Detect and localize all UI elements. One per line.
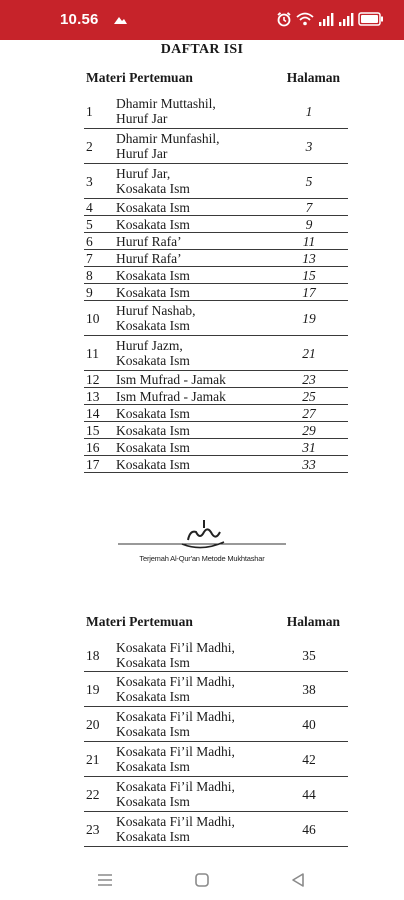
row-page[interactable]: 33 — [270, 456, 348, 473]
row-page[interactable]: 17 — [270, 284, 348, 301]
row-material — [116, 388, 270, 405]
row-number: 4 — [84, 199, 116, 216]
material-line: Huruf Nashab, — [116, 303, 196, 318]
material-line: Kosakata Fi’il Madhi, — [116, 674, 235, 689]
row-material — [116, 233, 270, 250]
table-row — [84, 707, 348, 742]
row-page[interactable]: 35 — [270, 639, 348, 672]
row-number: 17 — [84, 456, 116, 473]
row-page[interactable]: 46 — [270, 812, 348, 847]
material-line: Kosakata Ism — [116, 724, 190, 739]
row-page[interactable]: 21 — [270, 336, 348, 371]
row-page[interactable]: 25 — [270, 388, 348, 405]
row-material — [116, 267, 270, 284]
battery-icon — [358, 12, 384, 26]
material-line: Huruf Jar — [116, 146, 168, 161]
table-row — [84, 267, 348, 284]
row-page[interactable]: 29 — [270, 422, 348, 439]
material-line: Kosakata Ism — [116, 267, 190, 283]
material-line: Kosakata Ism — [116, 353, 190, 368]
material-line: Kosakata Fi’il Madhi, — [116, 744, 235, 759]
row-number: 6 — [84, 233, 116, 250]
row-page[interactable]: 44 — [270, 777, 348, 812]
signal-icon — [338, 12, 354, 26]
material-line: Huruf Rafa’ — [116, 233, 182, 249]
table-row — [84, 812, 348, 847]
row-page[interactable]: 1 — [270, 94, 348, 129]
table-row — [84, 439, 348, 456]
row-number: 22 — [84, 777, 116, 812]
row-material — [116, 199, 270, 216]
table-row — [84, 456, 348, 473]
table-row — [84, 336, 348, 371]
table-row — [84, 250, 348, 267]
table-row — [84, 777, 348, 812]
row-material — [116, 94, 270, 129]
table-row — [84, 164, 348, 199]
publisher-logo — [112, 518, 292, 568]
row-page[interactable]: 15 — [270, 267, 348, 284]
row-number: 21 — [84, 742, 116, 777]
wifi-icon — [296, 12, 314, 26]
row-page[interactable]: 5 — [270, 164, 348, 199]
material-line: Kosakata Ism — [116, 284, 190, 300]
header-page: Halaman — [286, 614, 340, 629]
row-number: 18 — [84, 639, 116, 672]
row-material — [116, 129, 270, 164]
menu-button[interactable] — [93, 868, 117, 892]
material-line: Kosakata Ism — [116, 405, 190, 421]
material-line: Huruf Jar — [116, 111, 168, 126]
row-page[interactable]: 38 — [270, 672, 348, 707]
row-page[interactable]: 31 — [270, 439, 348, 456]
row-number: 11 — [84, 336, 116, 371]
material-line: Kosakata Ism — [116, 456, 190, 472]
row-material — [116, 707, 270, 742]
alarm-icon — [276, 11, 292, 27]
notification-icon — [112, 13, 128, 31]
signal-icon — [318, 12, 334, 26]
material-line: Kosakata Fi’il Madhi, — [116, 779, 235, 794]
logo-mark-icon — [112, 518, 292, 552]
status-icons — [276, 11, 384, 27]
row-page[interactable]: 3 — [270, 129, 348, 164]
header-material: Materi Pertemuan — [86, 70, 193, 85]
row-page[interactable]: 40 — [270, 707, 348, 742]
row-material — [116, 456, 270, 473]
material-line: Kosakata Ism — [116, 181, 190, 196]
row-number: 5 — [84, 216, 116, 233]
row-page[interactable]: 42 — [270, 742, 348, 777]
row-number: 7 — [84, 250, 116, 267]
row-material — [116, 164, 270, 199]
row-page[interactable]: 19 — [270, 301, 348, 336]
status-bar — [0, 0, 404, 40]
material-line: Kosakata Ism — [116, 199, 190, 215]
row-material — [116, 250, 270, 267]
row-page[interactable]: 7 — [270, 199, 348, 216]
table-row — [84, 284, 348, 301]
row-material — [116, 371, 270, 388]
table-row — [84, 216, 348, 233]
page-title: DAFTAR ISI — [160, 42, 244, 57]
row-number: 14 — [84, 405, 116, 422]
row-number: 8 — [84, 267, 116, 284]
table-row — [84, 742, 348, 777]
table-row — [84, 639, 348, 672]
row-material — [116, 812, 270, 847]
table-row — [84, 371, 348, 388]
menu-icon — [97, 873, 113, 887]
material-line: Kosakata Ism — [116, 829, 190, 844]
row-number: 12 — [84, 371, 116, 388]
table-row — [84, 129, 348, 164]
row-page[interactable]: 23 — [270, 371, 348, 388]
row-number: 23 — [84, 812, 116, 847]
material-line: Huruf Rafa’ — [116, 250, 182, 266]
table-row — [84, 388, 348, 405]
row-material — [116, 336, 270, 371]
home-icon — [194, 872, 210, 888]
material-line: Kosakata Fi’il Madhi, — [116, 709, 235, 724]
row-material — [116, 216, 270, 233]
toc-table-part2 — [84, 639, 348, 847]
table-row — [84, 199, 348, 216]
table-row — [84, 405, 348, 422]
row-material — [116, 301, 270, 336]
material-line: Ism Mufrad - Jamak — [116, 388, 226, 404]
material-line: Kosakata Fi’il Madhi, — [116, 814, 235, 829]
material-line: Kosakata Ism — [116, 794, 190, 809]
toc-table-part1 — [84, 94, 348, 473]
header-material: Materi Pertemuan — [86, 614, 193, 629]
table-row — [84, 672, 348, 707]
row-material — [116, 672, 270, 707]
material-line: Kosakata Fi’il Madhi, — [116, 640, 235, 655]
home-button[interactable] — [190, 868, 214, 892]
material-line: Kosakata Ism — [116, 216, 190, 232]
table-row — [84, 233, 348, 250]
table-row — [84, 301, 348, 336]
material-line: Dhamir Munfashil, — [116, 131, 220, 146]
logo-caption: Terjemah Al-Qur'an Metode Mukhtashar — [139, 554, 265, 563]
row-number: 15 — [84, 422, 116, 439]
document-page[interactable] — [0, 40, 404, 860]
row-number: 1 — [84, 94, 116, 129]
header-page: Halaman — [286, 70, 340, 85]
material-line: Kosakata Ism — [116, 439, 190, 455]
row-material — [116, 639, 270, 672]
row-number: 10 — [84, 301, 116, 336]
material-line: Ism Mufrad - Jamak — [116, 371, 226, 387]
material-line: Huruf Jazm, — [116, 338, 183, 353]
material-line: Dhamir Muttashil, — [116, 96, 216, 111]
material-line: Huruf Jar, — [116, 166, 171, 181]
row-number: 3 — [84, 164, 116, 199]
row-number: 2 — [84, 129, 116, 164]
row-material — [116, 422, 270, 439]
table-row — [84, 422, 348, 439]
status-time: 10.56 — [60, 11, 99, 28]
material-line: Kosakata Ism — [116, 655, 190, 670]
back-icon — [290, 872, 306, 888]
material-line: Kosakata Ism — [116, 422, 190, 438]
row-material — [116, 284, 270, 301]
table-row — [84, 94, 348, 129]
navigation-bar — [0, 860, 404, 900]
row-material — [116, 439, 270, 456]
material-line: Kosakata Ism — [116, 689, 190, 704]
back-button[interactable] — [286, 868, 310, 892]
row-number: 16 — [84, 439, 116, 456]
row-material — [116, 777, 270, 812]
row-number: 20 — [84, 707, 116, 742]
material-line: Kosakata Ism — [116, 759, 190, 774]
row-material — [116, 405, 270, 422]
row-page[interactable]: 13 — [270, 250, 348, 267]
row-page[interactable]: 9 — [270, 216, 348, 233]
row-number: 19 — [84, 672, 116, 707]
row-page[interactable]: 27 — [270, 405, 348, 422]
row-material — [116, 742, 270, 777]
row-number: 9 — [84, 284, 116, 301]
row-number: 13 — [84, 388, 116, 405]
material-line: Kosakata Ism — [116, 318, 190, 333]
row-page[interactable]: 11 — [270, 233, 348, 250]
